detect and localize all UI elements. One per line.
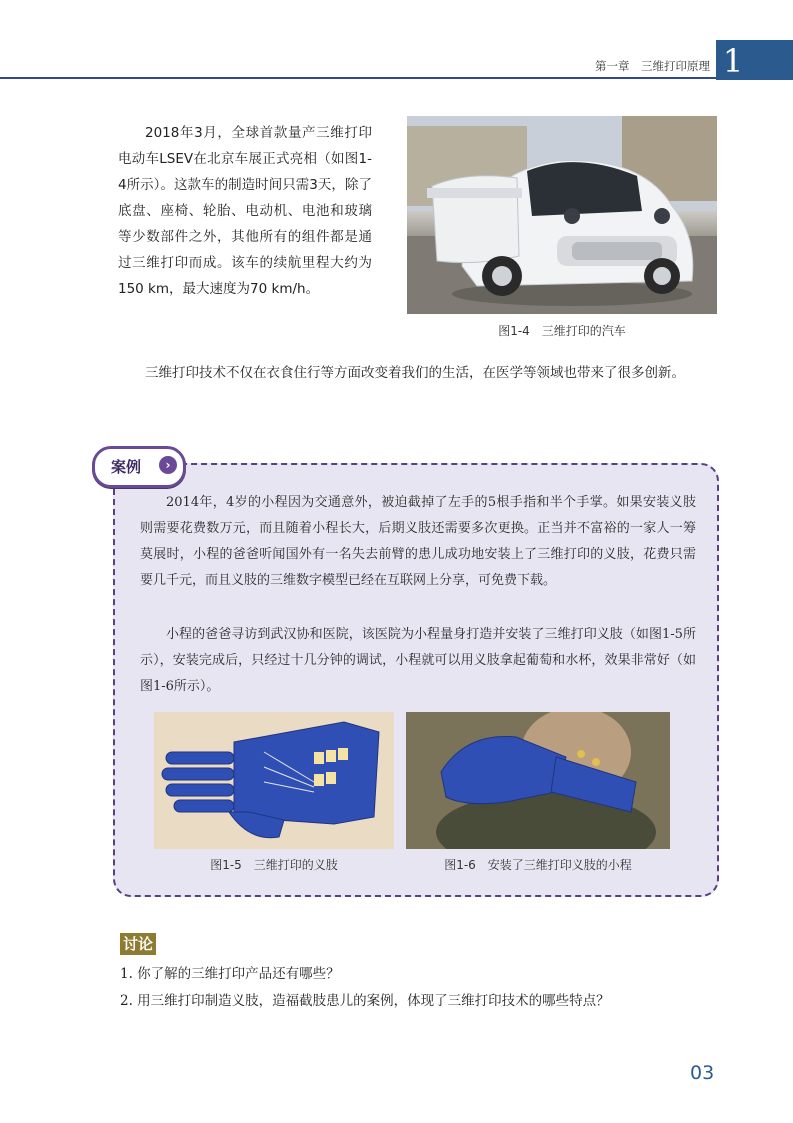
case-label: 案例	[111, 458, 142, 476]
discussion-title: 讨论	[120, 933, 156, 955]
discussion-question-1: 1. 你了解的三维打印产品还有哪些？	[120, 966, 340, 982]
case-tab	[92, 446, 186, 488]
medical-paragraph: 三维打印技术不仅在衣食住行等方面改变着我们的生活，在医学等领域也带来了很多创新。	[145, 365, 685, 381]
child-with-prosthetic-photo	[406, 712, 670, 849]
chapter-number: 1	[722, 42, 744, 80]
chapter-title: 第一章 三维打印原理	[595, 59, 710, 73]
discussion-question-2: 2. 用三维打印制造义肢，造福截肢患儿的案例，体现了三维打印技术的哪些特点？	[120, 993, 610, 1009]
chapter-tab	[716, 40, 793, 80]
intro-paragraph: 2018年3月，全球首款量产三维打印电动车LSEV在北京车展正式亮相（如图1-4所示）。这款车的制造时间只需3天，除了底盘、座椅、轮胎、电动机、电池和玻璃等少数部件之外，其他所有的组件都是通过三维打印而成。该车的续航里程大约为150 km，最大速度为70 km/h。	[118, 125, 372, 297]
page-number: 03	[690, 1062, 715, 1084]
case-paragraph-2: 小程的爸爸寻访到武汉协和医院，该医院为小程量身打造并安装了三维打印义肢（如图1-5所示），安装完成后，只经过十几分钟的调试，小程就可以用义肢拿起葡萄和水杯，效果非常好（如图1-6所示）。	[140, 627, 696, 694]
prosthetic-hand-photo	[154, 712, 394, 849]
case-paragraph-1: 2014年，4岁的小程因为交通意外，被迫截掉了左手的5根手指和半个手掌。如果安装义肢则需要花费数万元，而且随着小程长大，后期义肢还需要多次更换。正当并不富裕的一家人一筹莫展时，小程的爸爸听闻国外有一名失去前臂的患儿成功地安装上了三维打印的义肢，花费只需要几千元，而且义肢的三维数字模型已经在互联网上分享，可免费下载。	[140, 495, 696, 588]
car-illustration	[407, 116, 717, 314]
child-prosthetic-illustration	[406, 712, 670, 849]
child-prosthetic-caption: 图1-6 安装了三维打印义肢的小程	[444, 858, 632, 872]
car-caption: 图1-4 三维打印的汽车	[498, 324, 626, 338]
prosthetic-hand-illustration	[154, 712, 394, 849]
car-photo	[407, 116, 717, 314]
header-rule	[0, 77, 716, 79]
prosthetic-caption: 图1-5 三维打印的义肢	[210, 858, 338, 872]
chevron-right-icon: ›	[159, 456, 177, 474]
